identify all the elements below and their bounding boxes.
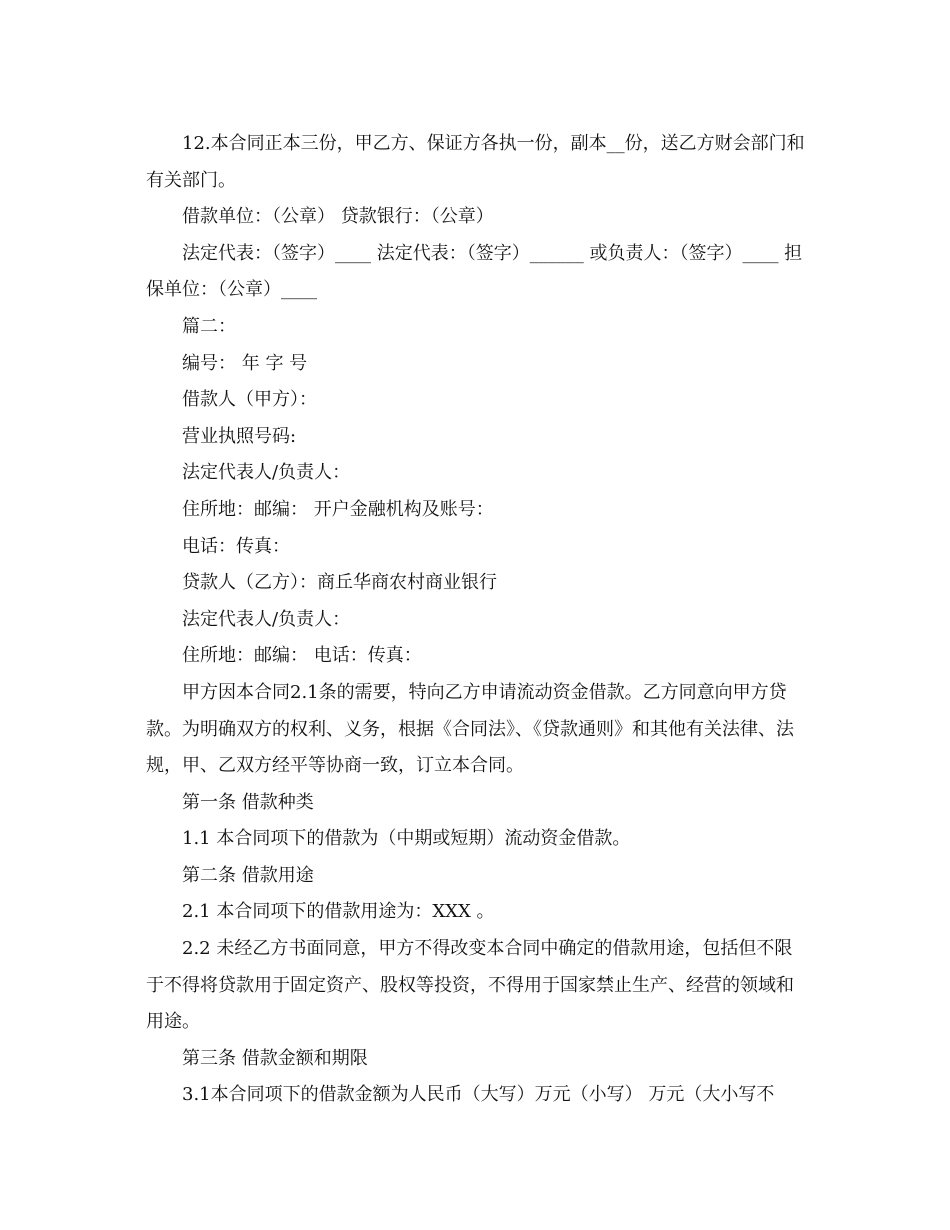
- clause-1-1: 1.1 本合同项下的借款为（中期或短期）流动资金借款。: [182, 828, 631, 850]
- article-heading-loan-purpose: 第二条 借款用途: [182, 864, 314, 886]
- clause-2-1: 2.1 本合同项下的借款用途为：XXX 。: [182, 901, 495, 923]
- document-body: [146, 126, 806, 1114]
- paragraph-address-phone-b: 住所地：邮编： 电话：传真：: [182, 645, 422, 667]
- paragraph-lender: 贷款人（乙方）：商丘华商农村商业银行: [182, 572, 497, 594]
- section-heading-part-two: 篇二：: [182, 315, 236, 337]
- article-heading-loan-type: 第一条 借款种类: [182, 791, 314, 813]
- paragraph-business-license: 营业执照号码:: [182, 425, 297, 447]
- paragraph-borrower: 借款人（甲方）：: [182, 389, 317, 411]
- paragraph-borrower-bank-seal: 借款单位：（公章） 贷款银行：（公章）: [182, 206, 494, 228]
- paragraph-number-line: 编号： 年 字 号: [182, 352, 308, 374]
- paragraph-legal-representative-a: 法定代表人/负责人：: [182, 462, 351, 484]
- paragraph-phone-fax-a: 电话：传真：: [182, 535, 290, 557]
- clause-2-2: 2.2 未经乙方书面同意，甲方不得改变本合同中确定的借款用途，包括但不限于不得将贷款用于固定资产、股权等投资，不得用于国家禁止生产、经营的领域和用途。: [146, 938, 794, 1033]
- article-heading-amount-term: 第三条 借款金额和期限: [182, 1047, 368, 1069]
- paragraph-legal-representative-b: 法定代表人/负责人：: [182, 608, 351, 630]
- paragraph-preamble: 甲方因本合同2.1条的需要，特向乙方申请流动资金借款。乙方同意向甲方贷款。为明确双方的权利、义务，根据《合同法》、《贷款通则》和其他有关法律、法规，甲、乙双方经平等协商一致，订立本合同。: [146, 681, 794, 777]
- paragraph-representative-signatures: 法定代表：（签字）____ 法定代表：（签字）______ 或负责人：（签字）____ 担保单位：（公章）____: [146, 242, 803, 301]
- paragraph-copies-clause: 12.本合同正本三份，甲乙方、保证方各执一份，副本__份，送乙方财会部门和有关部门。: [146, 133, 805, 191]
- paragraph-address-account-a: 住所地：邮编： 开户金融机构及账号：: [182, 498, 494, 520]
- clause-3-1: 3.1本合同项下的借款金额为人民币（大写）万元（小写） 万元（大小写不: [182, 1084, 775, 1106]
